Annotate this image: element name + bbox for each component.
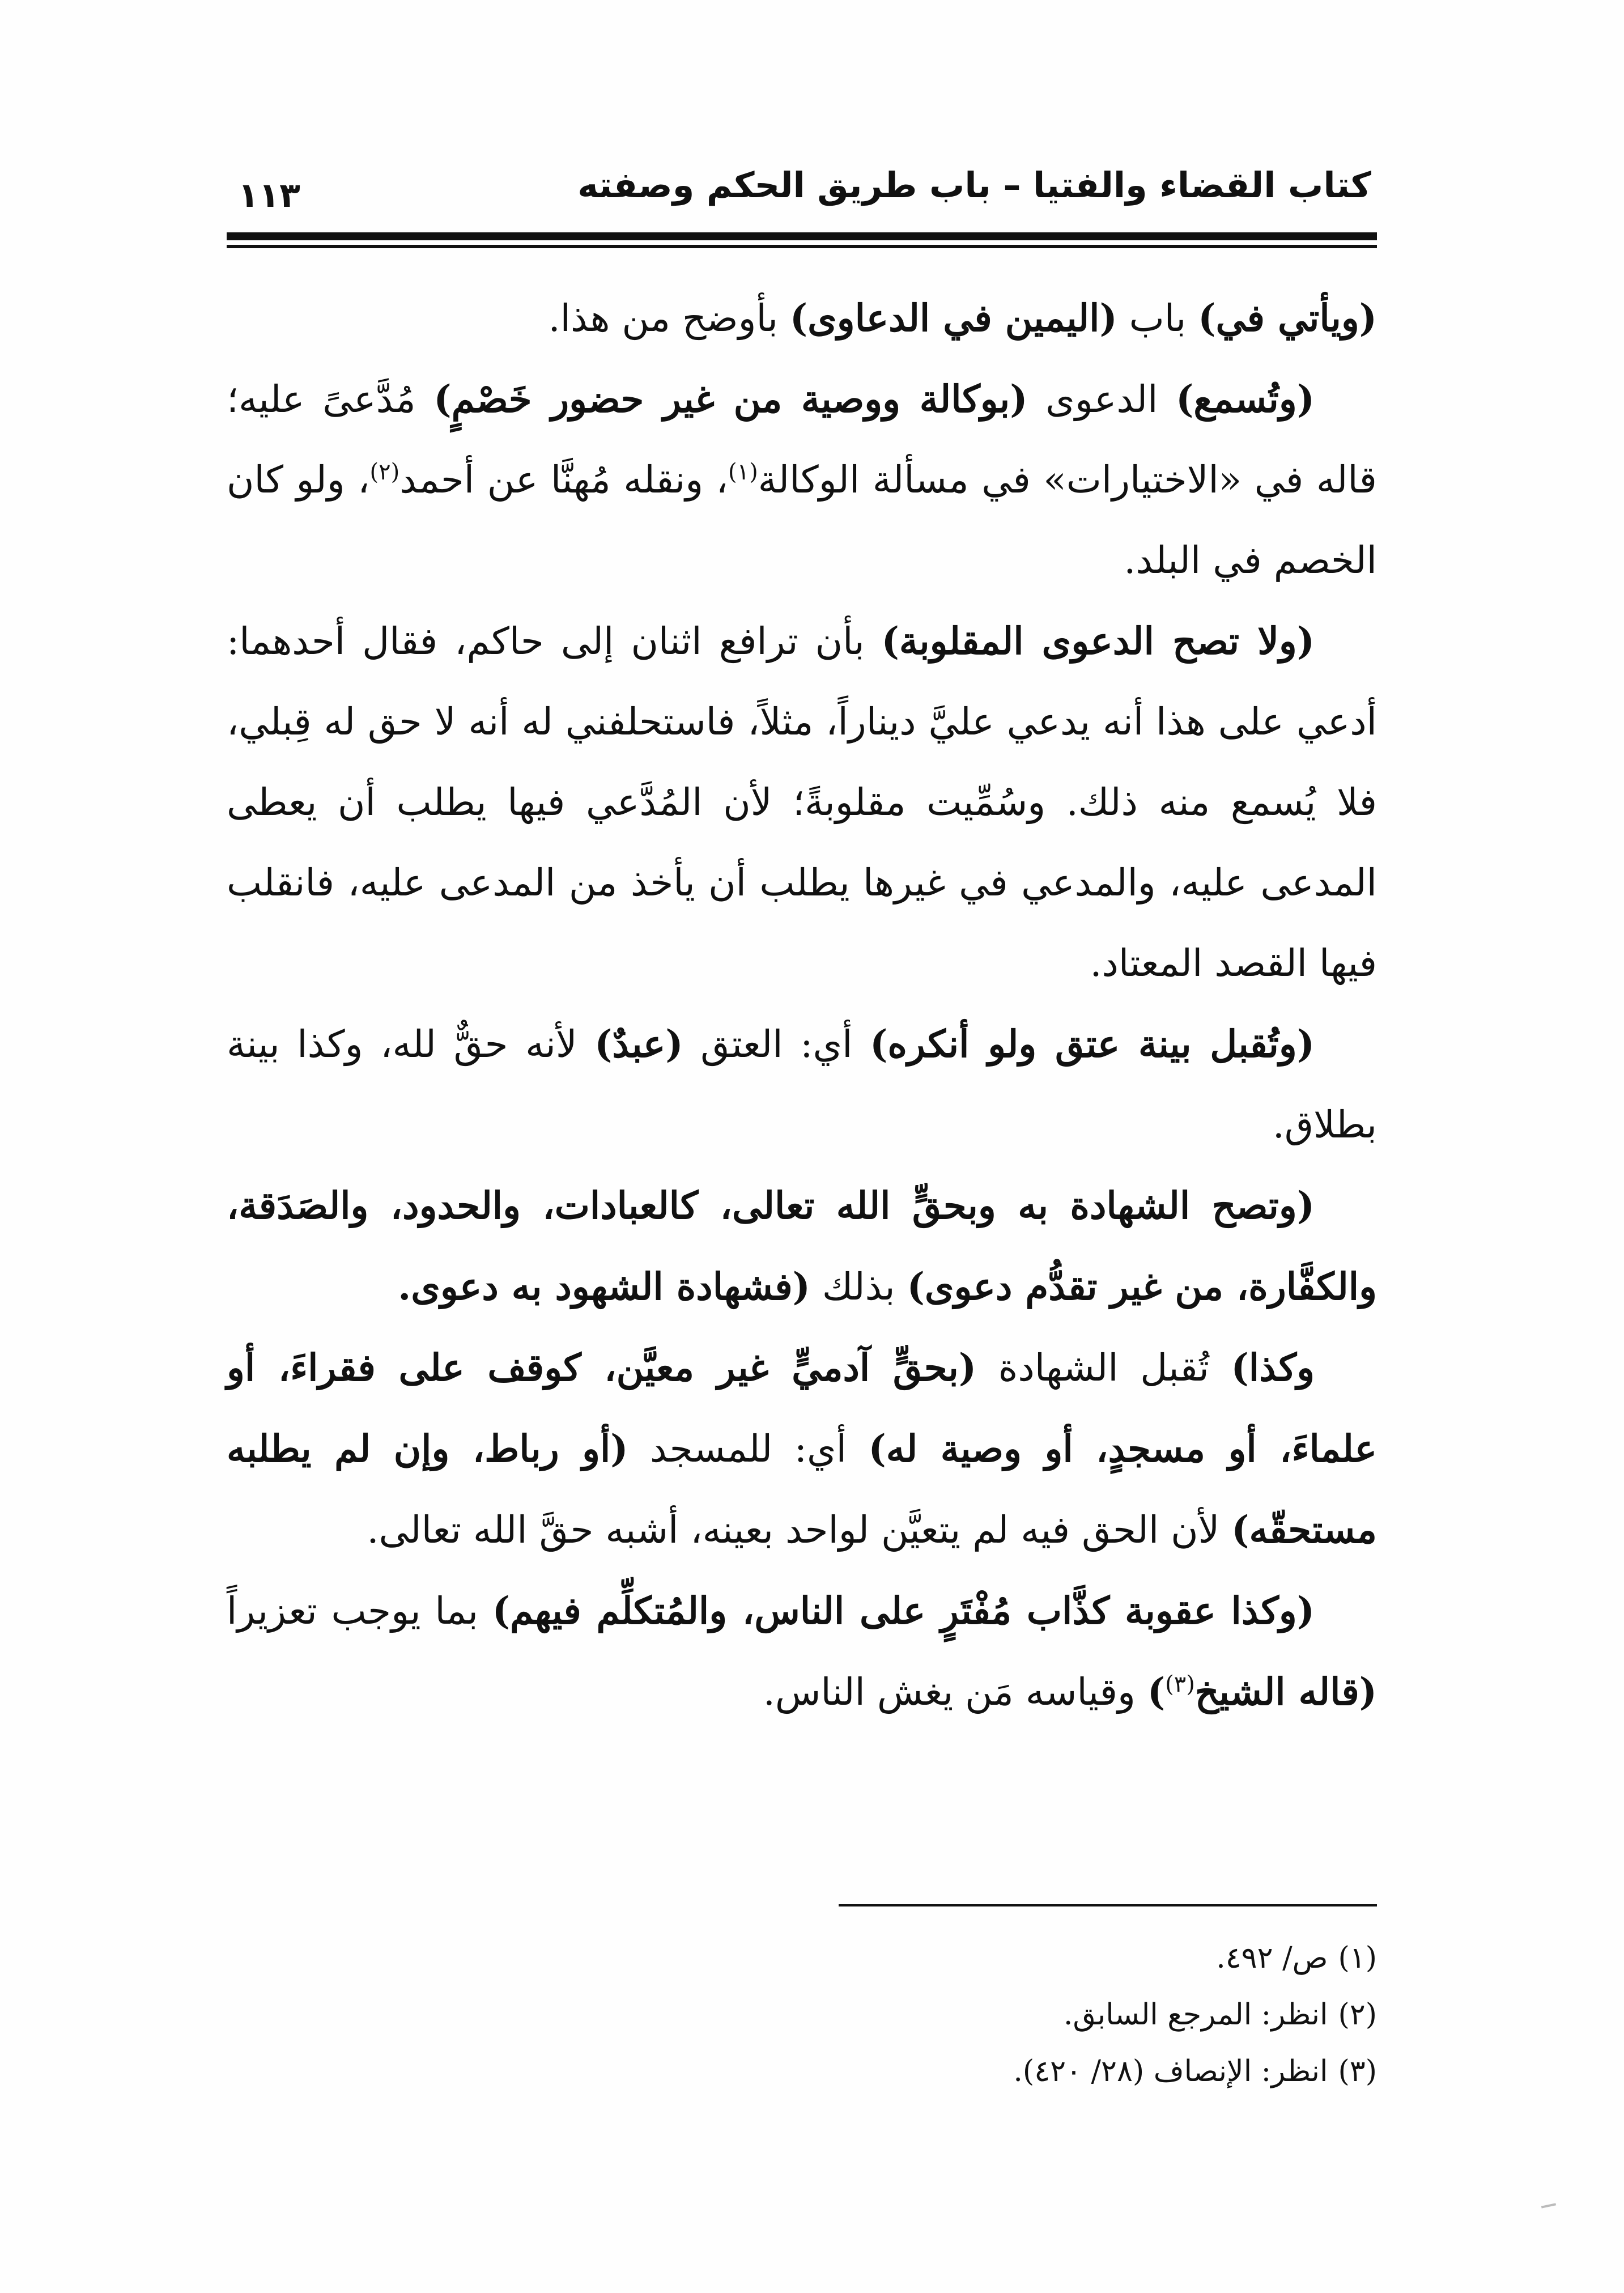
matn-text: (أو رباط، وإن لم يطلبه مستحقّه) <box>227 1426 1377 1552</box>
paragraph <box>227 278 1377 359</box>
footnote-separator <box>839 1904 1377 1906</box>
matn-text: (اليمين في الدعاوى) <box>789 296 1117 340</box>
matn-text: (قاله الشيخ <box>1194 1670 1377 1714</box>
footnote-text: ص/ ٤٩٢. <box>1216 1941 1328 1975</box>
sharh-text: لأن الحق فيه لم يتعيَّن لواحد بعينه، أشبه حقَّ الله تعالى. <box>367 1508 1232 1552</box>
sharh-text: بما يوجب تعزيراً <box>227 1589 492 1633</box>
sharh-text: أي: للمسجد <box>628 1427 869 1471</box>
paragraph <box>227 601 1377 1004</box>
sharh-text: بأوضح من هذا. <box>548 296 790 340</box>
header-rule-thick <box>227 232 1377 240</box>
sharh-text: أي: العتق <box>683 1022 870 1066</box>
footnotes <box>680 1930 1377 2100</box>
footnote-ref[interactable]: (١) <box>728 459 758 485</box>
sharh-text: باب <box>1117 296 1198 340</box>
matn-text: وكذا) <box>1231 1345 1315 1390</box>
footnote-number: (١) <box>1338 1941 1377 1975</box>
matn-text: (ولا تصح الدعوى المقلوبة) <box>881 619 1315 663</box>
footnote <box>680 2043 1377 2100</box>
main-text <box>227 278 1377 1733</box>
matn-text: (وتُسمع) <box>1176 377 1315 421</box>
matn-text: (عبدٌ) <box>594 1022 683 1066</box>
sharh-text: تُقبل الشهادة <box>976 1346 1231 1390</box>
matn-text: (بحقٍّ آدميٍّ غير معيَّن، كوقف على فقراءَ، أو علماءَ، أو مسجدٍ، أو وصية له) <box>227 1345 1377 1471</box>
sharh-text: بذلك <box>810 1265 907 1309</box>
page-number: ١١٣ <box>238 176 300 215</box>
matn-text: (بوكالة ووصية من غير حضور خَصْمٍ) <box>433 377 1028 421</box>
paragraph <box>227 1004 1377 1165</box>
sharh-text: الدعوى <box>1027 377 1176 421</box>
footnote-text: انظر: الإنصاف (٢٨/ ٤٢٠). <box>1013 2054 1328 2088</box>
running-header <box>227 153 1371 238</box>
sharh-text: لأنه حقٌّ لله، وكذا بينة بطلاق. <box>227 1022 1377 1146</box>
sharh-text: بأن ترافع اثنان إلى حاكم، فقال أحدهما: أدعي على هذا أنه يدعي عليَّ ديناراً، مثلاً، فاستحلفني له أنه لا حق له قِبلي، فلا يُسمع منه ذلك. وسُمِّيت مقلوبةً؛ لأن المُدَّعي فيها يطلب أن يعطى المدعى عليه، والمدعي في غيرها يطلب أن يأخذ من المدعى عليه، فانقلب فيها القصد المعتاد. <box>227 619 1377 985</box>
sharh-text: مُدَّعىً عليه؛ قاله في «الاختيارات» في مسألة الوكالة <box>227 377 1377 502</box>
footnote <box>680 1986 1377 2043</box>
header-title: كتاب القضاء والفتيا – باب طريق الحكم وصفته <box>577 164 1371 206</box>
matn-text: (وتصح الشهادة به وبحقٍّ الله تعالى، كالعبادات، والحدود، والصَدَقة، والكفَّارة، من غير تقدُّم دعوى) <box>227 1183 1377 1309</box>
paragraph <box>227 1570 1377 1733</box>
matn-text: (وكذا عقوبة كذَّاب مُفْتَرٍ على الناس، والمُتكلِّم فيهم) <box>492 1589 1315 1633</box>
footnote-ref[interactable]: (٢) <box>369 459 400 485</box>
footnote <box>680 1930 1377 1986</box>
paragraph <box>227 359 1377 601</box>
matn-text: (وتُقبل بينة عتق ولو أنكره) <box>870 1022 1315 1066</box>
scan-speck <box>1541 2203 1556 2208</box>
paragraph <box>227 1165 1377 1327</box>
sharh-text: ، ولو كان الخصم في البلد. <box>227 458 1377 582</box>
matn-text: ) <box>1147 1670 1166 1714</box>
footnote-text: انظر: المرجع السابق. <box>1063 1998 1328 2032</box>
footnote-number: (٣) <box>1338 2054 1377 2088</box>
footnote-number: (٢) <box>1338 1998 1377 2032</box>
matn-text: (فشهادة الشهود به دعوى. <box>398 1264 810 1309</box>
footnote-ref[interactable]: (٣) <box>1165 1671 1195 1697</box>
sharh-text: ، ونقله مُهنَّا عن أحمد <box>399 458 728 502</box>
paragraph <box>227 1327 1377 1570</box>
header-rule-thin <box>227 245 1377 248</box>
sharh-text: وقياسه مَن يغش الناس. <box>763 1670 1147 1714</box>
matn-text: (ويأتي في) <box>1198 296 1377 340</box>
